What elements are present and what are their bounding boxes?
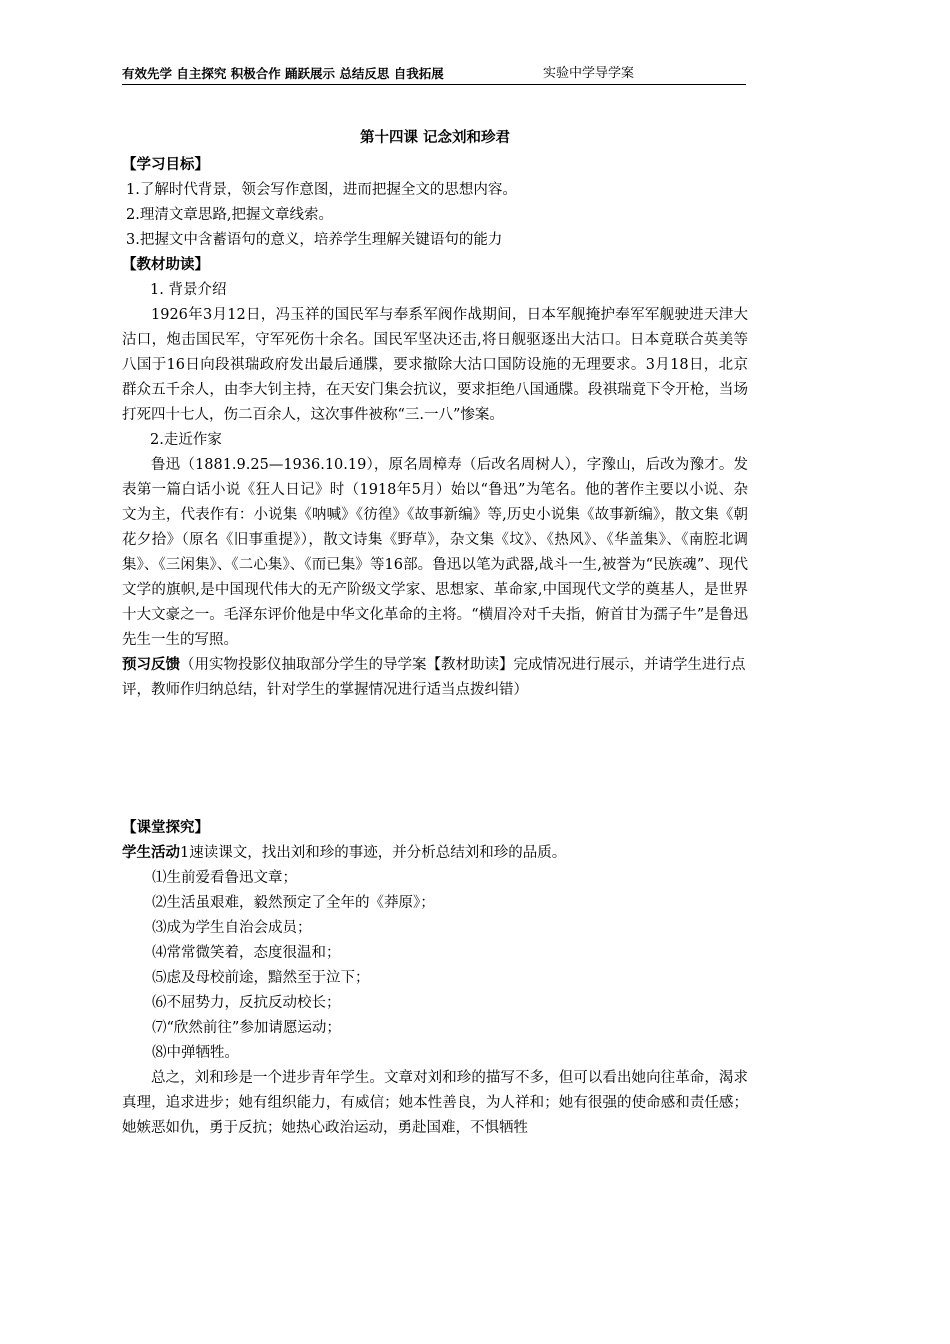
list-item: ⑹不屈势力，反抗反动校长； <box>152 995 341 1011</box>
feedback-label: 预习反馈 <box>122 657 180 673</box>
page-header <box>122 66 746 85</box>
goal-item: 1.了解时代背景，领会写作意图，进而把握全文的思想内容。 <box>126 182 517 198</box>
background-title: 1. 背景介绍 <box>150 282 227 298</box>
feedback-text: （用实物投影仪抽取部分学生的导学案【教材助读】完成情况进行展示，并请学生进行点评，教师作归纳总结，针对学生的掌握情况进行适当点拨纠错） <box>122 657 746 698</box>
list-item: ⑻中弹牺牲。 <box>152 1045 239 1061</box>
summary-text: 总之，刘和珍是一个进步青年学生。文章对刘和珍的描写不多，但可以看出她向往革命，渴求真理，追求进步；她有组织能力，有威信；她本性善良，为人祥和；她有很强的使命感和责任感；她嫉恶如仇，勇于反抗；她热心政治运动，勇赴国难，不惧牺牲 <box>122 1070 748 1136</box>
lesson-title: 第十四课 记念刘和珍君 <box>359 130 511 146</box>
header-motto: 有效先学 自主探究 积极合作 踊跃展示 总结反思 自我拓展 <box>122 66 444 81</box>
goal-item: 2.理清文章思路,把握文章线索。 <box>126 207 333 223</box>
goals-heading: 【学习目标】 <box>122 157 209 173</box>
author-title: 2.走近作家 <box>150 432 222 448</box>
activity-label: 学生活动 <box>122 845 180 861</box>
goal-item: 3.把握文中含蓄语句的意义，培养学生理解关键语句的能力 <box>126 232 503 248</box>
list-item: ⑷常常微笑着，态度很温和； <box>152 945 341 961</box>
explore-heading: 【课堂探究】 <box>122 820 209 836</box>
list-item: ⑶成为学生自治会成员； <box>152 920 312 936</box>
list-item: ⑴生前爱看鲁迅文章； <box>152 870 297 886</box>
background-text: 1926年3月12日，冯玉祥的国民军与奉系军阀作战期间，日本军舰掩护奉军军舰驶进天津大沽口，炮击国民军，守军死伤十余名。国民军坚决还击,将日舰驱逐出大沽口。日本竟联合英美等八国于16日向段祺瑞政府发出最后通牒，要求撤除大沽口国防设施的无理要求。3月18日，北京群众五千余人，由李大钊主持，在天安门集会抗议，要求拒绝八国通牒。段祺瑞竟下令开枪，当场打死四十七人，伤二百余人，这次事件被称“三.一八”惨案。 <box>122 307 748 423</box>
blank-space <box>122 703 748 816</box>
preview-feedback <box>122 653 748 703</box>
list-item: ⑵生活虽艰难，毅然预定了全年的《莽原》； <box>152 895 435 911</box>
list-item: ⑺“欣然前往”参加请愿运动； <box>152 1020 341 1036</box>
header-school-name: 实验中学导学案 <box>543 66 635 81</box>
author-text: 鲁迅（1881.9.25—1936.10.19），原名周樟寿（后改名周树人），字豫山，后改为豫才。发表第一篇白话小说《狂人日记》时（1918年5月）始以“鲁迅”为笔名。他的著作主要以小说、杂文为主，代表作有：小说集《呐喊》《彷徨》《故事新编》等,历史小说集《故事新编》，散文集《朝花夕拾》（原名《旧事重提》），散文诗集《野草》，杂文集《坟》、《热风》、《华盖集》、《南腔北调集》、《三闲集》、《二心集》、《而已集》等16部。鲁迅以笔为武器,战斗一生,被誉为“民族魂”、现代文学的旗帜,是中国现代伟大的无产阶级文学家、思想家、革命家,中国现代文学的奠基人，是世界十大文豪之一。毛泽东评价他是中华文化革命的主将。“横眉冷对千夫指，俯首甘为孺子牛”是鲁迅先生一生的写照。 <box>122 457 748 648</box>
activity-text: 1速读课文，找出刘和珍的事迹，并分析总结刘和珍的品质。 <box>180 845 567 861</box>
document-body <box>122 126 748 1141</box>
list-item: ⑸虑及母校前途，黯然至于泣下； <box>152 970 370 986</box>
student-activity <box>122 841 748 866</box>
reading-heading: 【教材助读】 <box>122 257 209 273</box>
